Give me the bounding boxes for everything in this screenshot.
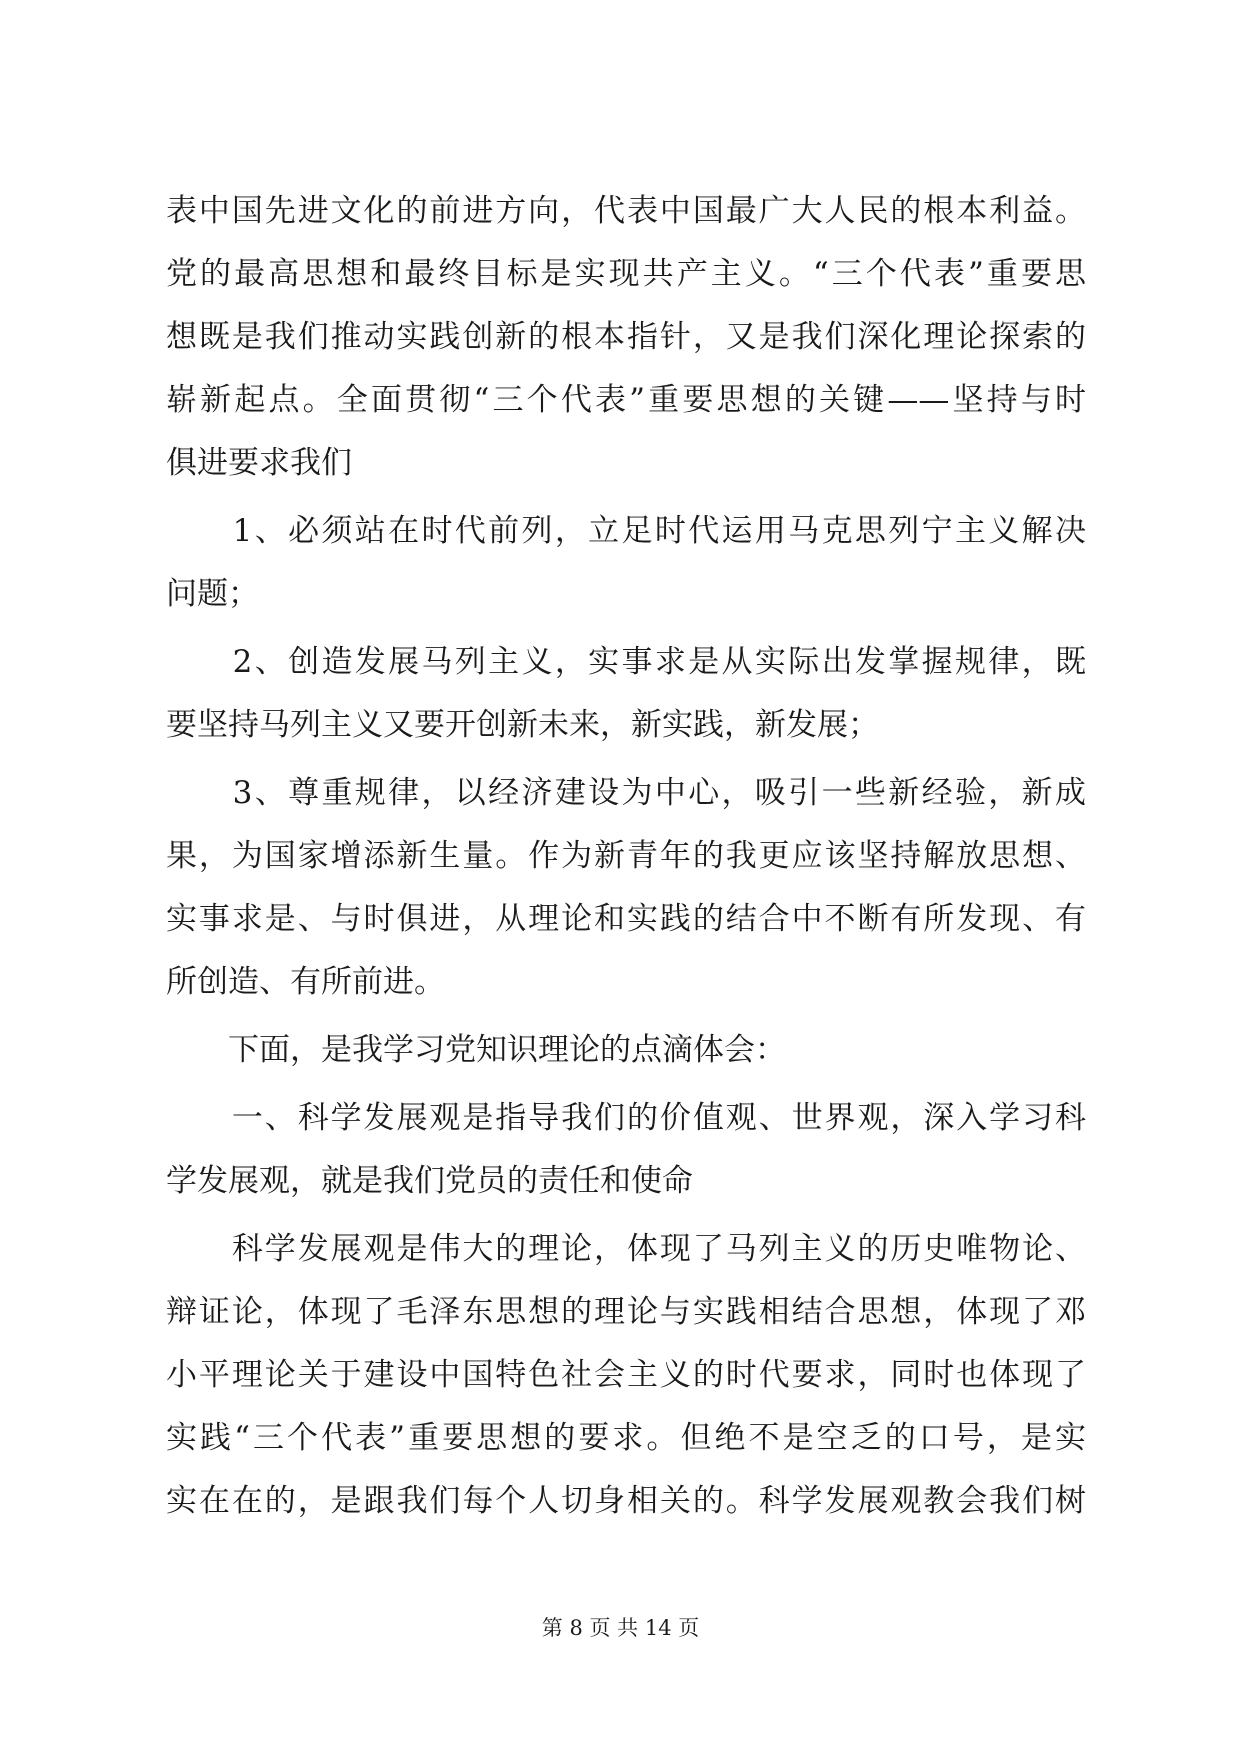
text-line: 实践“三个代表”重要思想的要求。但绝不是空乏的口号，是实 [166, 1420, 1086, 1456]
text-line: 表中国先进文化的前进方向，代表中国最广大人民的根本利益。 [166, 193, 1086, 229]
text-line: 下面，是我学习党知识理论的点滴体会： [166, 1032, 786, 1068]
text-line: 要坚持马列主义又要开创新未来，新实践，新发展； [166, 707, 879, 743]
text-line: 3、尊重规律，以经济建设为中心，吸引一些新经验，新成 [166, 775, 1086, 811]
text-line: 果，为国家增添新生量。作为新青年的我更应该坚持解放思想、 [166, 838, 1086, 874]
document-body [166, 180, 1086, 1533]
text-line: 问题； [166, 576, 259, 612]
text-line: 实在在的，是跟我们每个人切身相关的。科学发展观教会我们树 [166, 1483, 1086, 1519]
text-line: 小平理论关于建设中国特色社会主义的时代要求，同时也体现了 [166, 1357, 1086, 1393]
text-line: 所创造、有所前进。 [166, 964, 445, 1000]
text-line: 1、必须站在时代前列，立足时代运用马克思列宁主义解决 [166, 513, 1086, 549]
text-line: 学发展观，就是我们党员的责任和使命 [166, 1163, 693, 1199]
text-line: 实事求是、与时俱进，从理论和实践的结合中不断有所发现、有 [166, 901, 1086, 937]
text-line: 2、创造发展马列主义，实事求是从实际出发掌握规律，既 [166, 644, 1086, 680]
text-line: 党的最高思想和最终目标是实现共产主义。“三个代表”重要思 [166, 256, 1086, 292]
text-line: 想既是我们推动实践创新的根本指针，又是我们深化理论探索的 [166, 319, 1086, 355]
text-line: 辩证论，体现了毛泽东思想的理论与实践相结合思想，体现了邓 [166, 1294, 1086, 1330]
text-line: 一、科学发展观是指导我们的价值观、世界观，深入学习科 [166, 1100, 1086, 1136]
text-line: 俱进要求我们 [166, 445, 352, 481]
text-line: 崭新起点。全面贯彻“三个代表”重要思想的关键——坚持与时 [166, 382, 1086, 418]
page-number-label: 第 8 页 共 14 页 [541, 1616, 700, 1640]
text-line: 科学发展观是伟大的理论，体现了马列主义的历史唯物论、 [166, 1231, 1086, 1267]
page-footer [0, 1612, 1241, 1642]
